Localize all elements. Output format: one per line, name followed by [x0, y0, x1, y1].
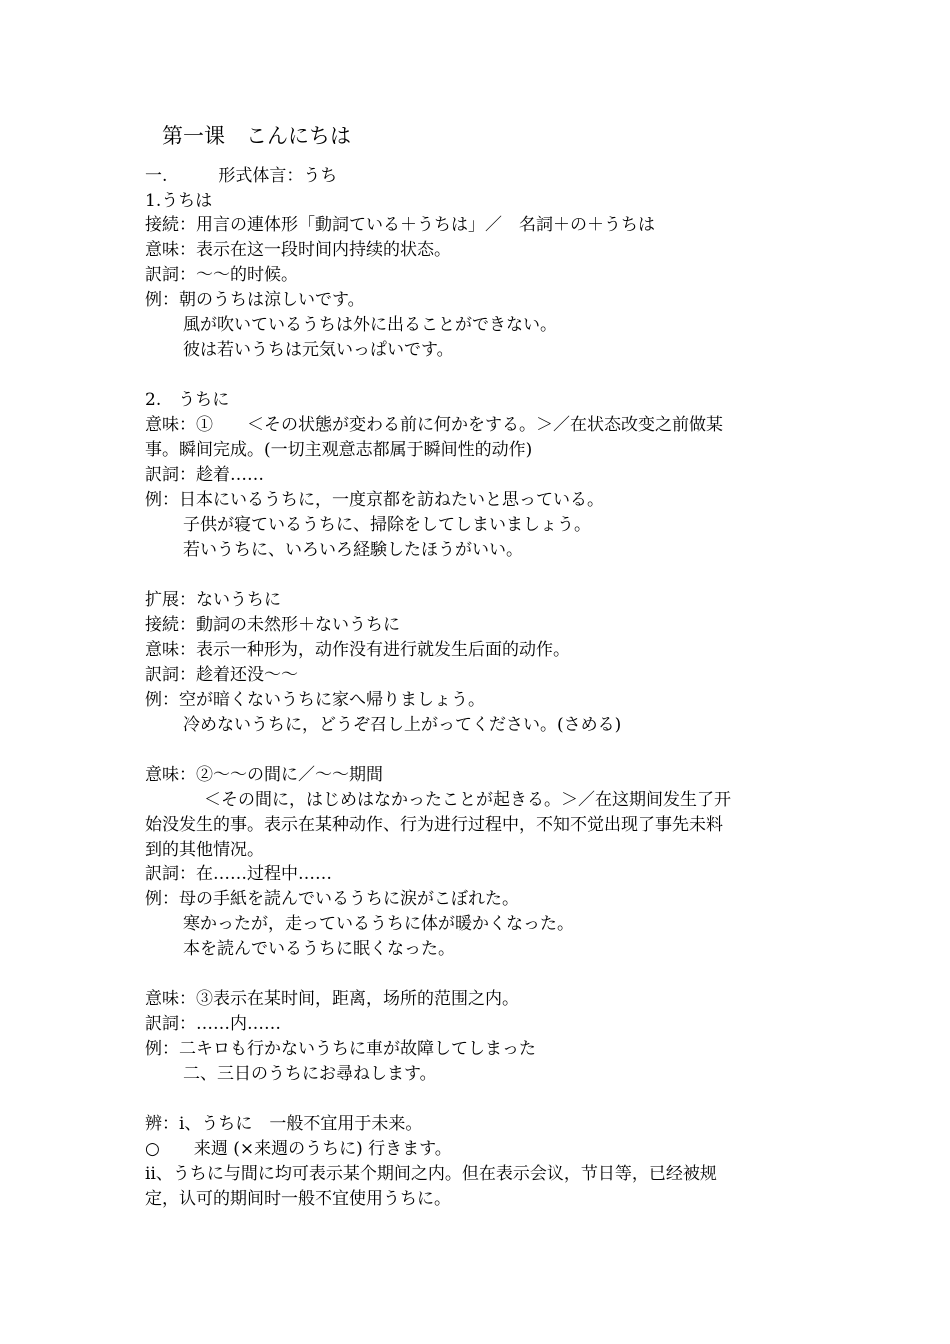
example-line: 風が吹いているうちは外に出ることができない。: [183, 315, 557, 335]
subsection-heading: 2. うちに: [145, 390, 230, 410]
example-line: 二、三日のうちにお尋ねします。: [183, 1064, 437, 1084]
example-line: 若いうちに、いろいろ経験したほうがいい。: [183, 540, 523, 560]
example-line: 例：空が暗くないうちに家へ帰りましょう。: [145, 690, 485, 710]
subsection-heading: 1.うちは: [145, 191, 213, 211]
text-line: ⅱ、うちに与間に均可表示某个期间之内。但在表示会议，节日等，已经被规: [145, 1164, 717, 1184]
lesson-title: 第一课 こんにちは: [162, 124, 351, 148]
text-line: 意味：②～～の間に／～～期間: [145, 765, 383, 785]
example-line: 例：朝のうちは涼しいです。: [145, 290, 365, 310]
section-heading: 一. 形式体言：うち: [145, 166, 338, 186]
text-line: 訳詞：……内……: [145, 1014, 281, 1034]
text-line: 意味：表示一种形为，动作没有进行就发生后面的动作。: [145, 640, 570, 660]
example-line: 彼は若いうちは元気いっぱいです。: [183, 340, 454, 360]
text-line: ＜その間に，はじめはなかったことが起きる。＞／在这期间发生了开: [204, 790, 731, 810]
text-line: 意味：① ＜その状態が変わる前に何かをする。＞／在状态改变之前做某: [145, 415, 723, 435]
text-line: 訳詞：趁着……: [145, 465, 264, 485]
text-line: 接続：用言の連体形「動詞ている＋うちは」／ 名詞＋の＋うちは: [145, 215, 655, 235]
example-line: 例：二キロも行かないうちに車が故障してしまった: [145, 1039, 536, 1059]
example-line: 本を読んでいるうちに眠くなった。: [183, 939, 455, 959]
text-line: ○ 来週 (×来週のうちに) 行きます。: [145, 1139, 452, 1159]
text-line: 辨：ⅰ、うちに 一般不宜用于未来。: [145, 1114, 423, 1134]
text-line: 扩展：ないうちに: [145, 590, 281, 610]
text-line: 到的其他情况。: [145, 840, 264, 860]
text-line: 接続：動詞の未然形＋ないうちに: [145, 615, 400, 635]
example-line: 冷めないうちに，どうぞ召し上がってください。(さめる): [183, 715, 622, 735]
example-line: 例：母の手紙を読んでいるうちに涙がこぼれた。: [145, 889, 519, 909]
example-line: 寒かったが，走っているうちに体が暖かくなった。: [183, 914, 574, 934]
text-line: 訳詞：～～的时候。: [145, 265, 298, 285]
example-line: 子供が寝ているうちに、掃除をしてしまいましょう。: [183, 515, 591, 535]
example-line: 例：日本にいるうちに，一度京都を訪ねたいと思っている。: [145, 490, 604, 510]
text-line: 定，认可的期间时一般不宜使用うちに。: [145, 1189, 451, 1209]
text-line: 意味：表示在这一段时间内持续的状态。: [145, 240, 451, 260]
text-line: 訳詞：趁着还没～～: [145, 665, 298, 685]
text-line: 始没发生的事。表示在某种动作、行为进行过程中，不知不觉出现了事先未料: [145, 815, 723, 835]
text-line: 事。瞬间完成。(一切主观意志都属于瞬间性的动作): [145, 440, 533, 460]
text-line: 訳詞：在……过程中……: [145, 864, 332, 884]
text-line: 意味：③表示在某时间，距离，场所的范围之内。: [145, 989, 519, 1009]
